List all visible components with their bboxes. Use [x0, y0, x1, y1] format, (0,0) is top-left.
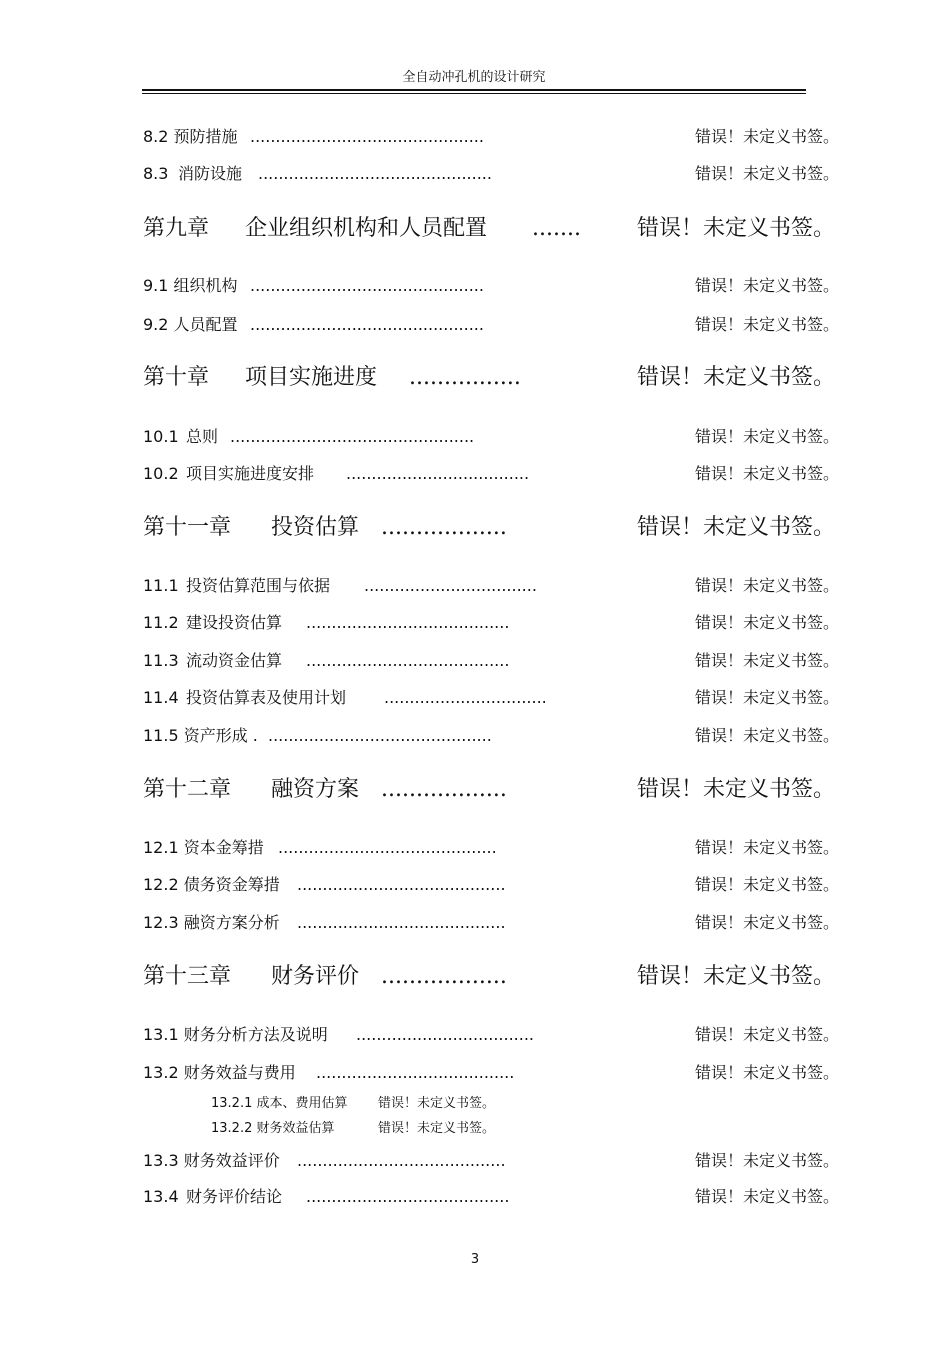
toc-entry-number: 11.3	[143, 651, 179, 670]
toc-chapter-number: 第九章	[143, 216, 210, 241]
toc-chapter-ref: 错误！未定义书签。	[637, 777, 836, 802]
toc-entry-ref: 错误！未定义书签。	[695, 464, 840, 483]
header-rule-thin	[142, 93, 806, 94]
toc-entry-dots: ............................................	[268, 726, 492, 745]
toc-entry-title: 总则	[186, 427, 219, 446]
toc-entry-dots: ................................................	[230, 427, 475, 446]
toc-entry-ref: 错误！未定义书签。	[695, 576, 840, 595]
toc-entry-title: 投资估算表及使用计划	[186, 688, 347, 707]
toc-entry-dots: ..............................................	[250, 127, 484, 146]
toc-chapter-dots: ..................	[381, 964, 507, 989]
toc-entry-dots: ........................................	[306, 1187, 510, 1206]
toc-entry-number: 13.4	[143, 1187, 179, 1206]
toc-chapter-ref: 错误！未定义书签。	[637, 216, 836, 241]
toc-entry-dots: ..................................	[364, 576, 537, 595]
toc-entry-number: 13.1 财务分析方法及说明	[143, 1025, 328, 1044]
toc-entry-number: 13.2.2 财务效益估算	[211, 1121, 335, 1136]
toc-entry-number: 11.1	[143, 576, 179, 595]
toc-entry-number: 13.2.1 成本、费用估算	[211, 1096, 348, 1111]
toc-chapter-title: 财务评价	[271, 964, 360, 989]
toc-entry-number: 13.3 财务效益评价	[143, 1151, 280, 1170]
toc-entry-ref: 错误！未定义书签。	[695, 315, 840, 334]
toc-chapter-ref: 错误！未定义书签。	[637, 365, 836, 390]
toc-chapter-number: 第十二章	[143, 777, 232, 802]
toc-entry-dots: .........................................	[297, 875, 506, 894]
toc-entry-number: 8.2 预防措施	[143, 127, 238, 146]
toc-chapter-ref: 错误！未定义书签。	[637, 515, 836, 540]
toc-entry-title: 财务评价结论	[186, 1187, 283, 1206]
toc-entry-ref: 错误！未定义书签。	[695, 688, 840, 707]
toc-entry-title: 项目实施进度安排	[186, 464, 315, 483]
toc-chapter-dots: ..................	[381, 515, 507, 540]
toc-chapter-title: 融资方案	[271, 777, 360, 802]
toc-entry-ref: 错误！未定义书签。	[695, 1151, 840, 1170]
toc-entry-dots: ...................................	[356, 1025, 535, 1044]
toc-chapter-dots: ..................	[381, 777, 507, 802]
toc-entry-ref: 错误！未定义书签。	[378, 1121, 496, 1136]
toc-entry-dots: ..............................................	[258, 164, 492, 183]
page-number: 3	[470, 1252, 480, 1267]
toc-chapter-dots: .......	[532, 216, 581, 241]
toc-entry-title: 流动资金估算	[186, 651, 283, 670]
toc-entry-dots: .........................................	[297, 913, 506, 932]
toc-entry-title: 消防设施	[178, 164, 243, 183]
toc-entry-ref: 错误！未定义书签。	[695, 1025, 840, 1044]
toc-entry-ref: 错误！未定义书签。	[695, 875, 840, 894]
toc-entry-dots: .........................................	[297, 1151, 506, 1170]
toc-chapter-dots: ................	[409, 365, 521, 390]
toc-entry-title: 投资估算范围与依据	[186, 576, 331, 595]
toc-entry-ref: 错误！未定义书签。	[695, 613, 840, 632]
toc-entry-ref: 错误！未定义书签。	[695, 1187, 840, 1206]
toc-entry-number: 12.2 债务资金筹措	[143, 875, 280, 894]
toc-entry-ref: 错误！未定义书签。	[695, 164, 840, 183]
header-title: 全自动冲孔机的设计研究	[402, 70, 546, 85]
toc-entry-number: 11.5 资产形成 .	[143, 726, 258, 745]
toc-entry-ref: 错误！未定义书签。	[695, 276, 840, 295]
toc-chapter-number: 第十章	[143, 365, 210, 390]
toc-chapter-title: 投资估算	[271, 515, 360, 540]
toc-chapter-number: 第十一章	[143, 515, 232, 540]
toc-entry-dots: ................................	[384, 688, 547, 707]
toc-entry-number: 8.3	[143, 164, 169, 183]
toc-entry-dots: ........................................	[306, 651, 510, 670]
toc-entry-ref: 错误！未定义书签。	[695, 838, 840, 857]
toc-entry-ref: 错误！未定义书签。	[695, 651, 840, 670]
header-rule-thick	[142, 89, 806, 91]
toc-entry-ref: 错误！未定义书签。	[695, 427, 840, 446]
toc-entry-number: 12.1 资本金筹措	[143, 838, 264, 857]
toc-entry-number: 9.1 组织机构	[143, 276, 238, 295]
toc-entry-title: 建设投资估算	[186, 613, 283, 632]
toc-entry-ref: 错误！未定义书签。	[695, 726, 840, 745]
toc-chapter-title: 企业组织机构和人员配置	[245, 216, 488, 241]
toc-entry-number: 11.4	[143, 688, 179, 707]
toc-entry-number: 10.2	[143, 464, 179, 483]
toc-chapter-title: 项目实施进度	[245, 365, 378, 390]
toc-entry-number: 10.1	[143, 427, 179, 446]
toc-entry-ref: 错误！未定义书签。	[378, 1096, 496, 1111]
toc-entry-dots: ........................................	[306, 613, 510, 632]
toc-entry-number: 13.2 财务效益与费用	[143, 1063, 296, 1082]
toc-entry-dots: ..............................................	[250, 315, 484, 334]
toc-entry-ref: 错误！未定义书签。	[695, 913, 840, 932]
toc-entry-ref: 错误！未定义书签。	[695, 127, 840, 146]
toc-chapter-number: 第十三章	[143, 964, 232, 989]
toc-entry-ref: 错误！未定义书签。	[695, 1063, 840, 1082]
toc-entry-number: 11.2	[143, 613, 179, 632]
toc-entry-number: 12.3 融资方案分析	[143, 913, 280, 932]
toc-entry-dots: ...........................................	[278, 838, 497, 857]
toc-entry-dots: .......................................	[316, 1063, 515, 1082]
toc-entry-dots: ....................................	[346, 464, 530, 483]
toc-entry-dots: ..............................................	[250, 276, 484, 295]
toc-chapter-ref: 错误！未定义书签。	[637, 964, 836, 989]
toc-entry-number: 9.2 人员配置	[143, 315, 238, 334]
